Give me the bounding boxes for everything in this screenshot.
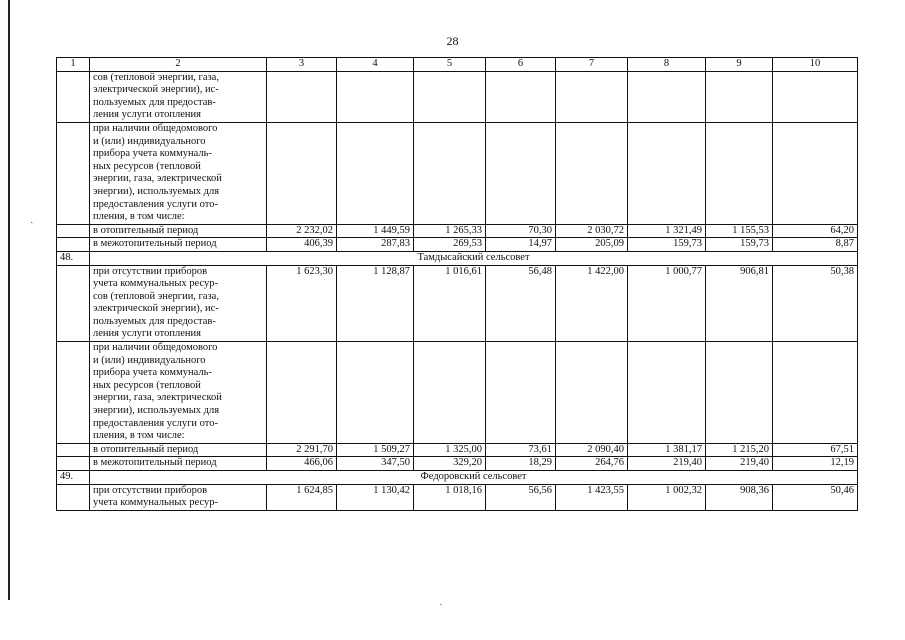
value-cell: 14,97 (486, 238, 556, 252)
value-cell (414, 71, 486, 122)
description-line: сов (тепловой энергии, газа, (93, 71, 219, 83)
value-cell (773, 71, 858, 122)
value-cell: 50,46 (773, 484, 858, 510)
header-row (57, 58, 858, 72)
description-line: энергии, газа, электрической (93, 392, 222, 404)
page-number: 28 (446, 34, 459, 48)
value-cell: 1 624,85 (267, 484, 337, 510)
value-cell (414, 122, 486, 224)
value-cell: 159,73 (706, 238, 773, 252)
description-line: пользуемых для предостав- (93, 96, 216, 108)
description-line: прибора учета коммуналь- (93, 148, 212, 160)
page-left-border (8, 0, 10, 600)
description-line: электрической энергии), ис- (93, 303, 219, 315)
description-line: пления, в том числе: (93, 211, 185, 223)
description-line: ных ресурсов (тепловой (93, 160, 201, 172)
description-cell (90, 71, 267, 122)
description-cell (90, 457, 267, 471)
margin-mark: ˏ (30, 213, 34, 224)
value-cell (706, 122, 773, 224)
table-row (57, 443, 858, 457)
value-cell (628, 71, 706, 122)
description-cell (90, 484, 267, 510)
value-cell: 205,09 (556, 238, 628, 252)
value-cell: 329,20 (414, 457, 486, 471)
value-cell: 1 265,33 (414, 224, 486, 238)
value-cell: 219,40 (628, 457, 706, 471)
value-cell (486, 342, 556, 444)
description-line: в межотопительный период (93, 457, 217, 469)
tariff-table (56, 57, 858, 511)
value-cell (628, 342, 706, 444)
header-cell: 9 (706, 58, 773, 72)
description-line: пользуемых для предостав- (93, 315, 216, 327)
description-cell (90, 342, 267, 444)
value-cell: 466,06 (267, 457, 337, 471)
value-cell: 1 002,32 (628, 484, 706, 510)
table-row (57, 342, 858, 444)
row-number (57, 484, 90, 510)
value-cell (628, 122, 706, 224)
value-cell: 1 422,00 (556, 265, 628, 342)
value-cell (773, 342, 858, 444)
value-cell (556, 122, 628, 224)
header-cell: 6 (486, 58, 556, 72)
value-cell: 67,51 (773, 443, 858, 457)
table-row (57, 265, 858, 342)
table-row (57, 484, 858, 510)
value-cell: 906,81 (706, 265, 773, 342)
value-cell: 1 423,55 (556, 484, 628, 510)
value-cell: 1 130,42 (337, 484, 414, 510)
description-cell (90, 238, 267, 252)
value-cell: 1 449,59 (337, 224, 414, 238)
value-cell: 64,20 (773, 224, 858, 238)
row-number (57, 443, 90, 457)
row-number: 49. (57, 471, 90, 485)
description-line: предоставления услуги ото- (93, 198, 218, 210)
value-cell: 406,39 (267, 238, 337, 252)
description-line: при наличии общедомового (93, 342, 218, 354)
table-row (57, 238, 858, 252)
value-cell: 219,40 (706, 457, 773, 471)
value-cell: 50,38 (773, 265, 858, 342)
value-cell (706, 342, 773, 444)
section-row (57, 471, 858, 485)
description-line: электрической энергии), ис- (93, 84, 219, 96)
value-cell: 1 128,87 (337, 265, 414, 342)
value-cell: 1 215,20 (706, 443, 773, 457)
row-number (57, 71, 90, 122)
value-cell: 56,48 (486, 265, 556, 342)
description-line: при наличии общедомового (93, 122, 218, 134)
value-cell: 1 623,30 (267, 265, 337, 342)
row-number (57, 457, 90, 471)
value-cell (267, 71, 337, 122)
description-line: прибора учета коммуналь- (93, 367, 212, 379)
row-number: 48. (57, 251, 90, 265)
description-line: в отопительный период (93, 443, 199, 455)
description-line: ления услуги отопления (93, 328, 201, 340)
header-cell: 1 (57, 58, 90, 72)
row-number (57, 122, 90, 224)
value-cell (706, 71, 773, 122)
value-cell: 269,53 (414, 238, 486, 252)
header-cell: 4 (337, 58, 414, 72)
description-line: и (или) индивидуального (93, 135, 206, 147)
value-cell: 70,30 (486, 224, 556, 238)
value-cell (556, 71, 628, 122)
value-cell: 1 509,27 (337, 443, 414, 457)
value-cell: 2 090,40 (556, 443, 628, 457)
value-cell (267, 122, 337, 224)
description-line: предоставления услуги ото- (93, 417, 218, 429)
description-line: сов (тепловой энергии, газа, (93, 290, 219, 302)
table-row (57, 71, 858, 122)
description-line: ления услуги отопления (93, 109, 201, 121)
header-cell: 7 (556, 58, 628, 72)
value-cell: 1 155,53 (706, 224, 773, 238)
description-line: при отсутствии приборов (93, 265, 208, 277)
description-line: учета коммунальных ресур- (93, 497, 218, 509)
header-cell: 3 (267, 58, 337, 72)
value-cell: 264,76 (556, 457, 628, 471)
row-number (57, 342, 90, 444)
description-line: учета коммунальных ресур- (93, 278, 218, 290)
value-cell: 1 321,49 (628, 224, 706, 238)
description-line: и (или) индивидуального (93, 354, 206, 366)
value-cell: 18,29 (486, 457, 556, 471)
description-cell (90, 265, 267, 342)
description-line: в межотопительный период (93, 238, 217, 250)
value-cell: 2 291,70 (267, 443, 337, 457)
value-cell (337, 122, 414, 224)
header-cell: 10 (773, 58, 858, 72)
description-line: в отопительный период (93, 224, 199, 236)
value-cell: 1 325,00 (414, 443, 486, 457)
section-title: Тамдысайский сельсовет (90, 251, 858, 265)
row-number (57, 224, 90, 238)
value-cell: 2 232,02 (267, 224, 337, 238)
description-cell (90, 224, 267, 238)
section-title: Федоровский сельсовет (90, 471, 858, 485)
section-row (57, 251, 858, 265)
value-cell: 73,61 (486, 443, 556, 457)
value-cell: 8,87 (773, 238, 858, 252)
value-cell (337, 342, 414, 444)
value-cell: 2 030,72 (556, 224, 628, 238)
description-line: энергии, газа, электрической (93, 173, 222, 185)
row-number (57, 265, 90, 342)
value-cell (414, 342, 486, 444)
value-cell: 12,19 (773, 457, 858, 471)
value-cell: 287,83 (337, 238, 414, 252)
value-cell (267, 342, 337, 444)
value-cell: 1 018,16 (414, 484, 486, 510)
description-line: ных ресурсов (тепловой (93, 379, 201, 391)
value-cell: 908,36 (706, 484, 773, 510)
value-cell (337, 71, 414, 122)
value-cell: 1 381,17 (628, 443, 706, 457)
description-cell (90, 443, 267, 457)
value-cell: 347,50 (337, 457, 414, 471)
description-cell (90, 122, 267, 224)
table-row (57, 122, 858, 224)
table-row (57, 224, 858, 238)
value-cell (773, 122, 858, 224)
table-row (57, 457, 858, 471)
value-cell: 1 000,77 (628, 265, 706, 342)
description-line: энергии), используемых для (93, 405, 220, 417)
description-line: энергии), используемых для (93, 185, 220, 197)
header-cell: 8 (628, 58, 706, 72)
scan-dot (440, 604, 442, 605)
header-cell: 5 (414, 58, 486, 72)
value-cell (486, 122, 556, 224)
value-cell: 56,56 (486, 484, 556, 510)
header-cell: 2 (90, 58, 267, 72)
value-cell: 159,73 (628, 238, 706, 252)
row-number (57, 238, 90, 252)
description-line: при отсутствии приборов (93, 484, 208, 496)
description-line: пления, в том числе: (93, 430, 185, 442)
value-cell (556, 342, 628, 444)
value-cell (486, 71, 556, 122)
value-cell: 1 016,61 (414, 265, 486, 342)
